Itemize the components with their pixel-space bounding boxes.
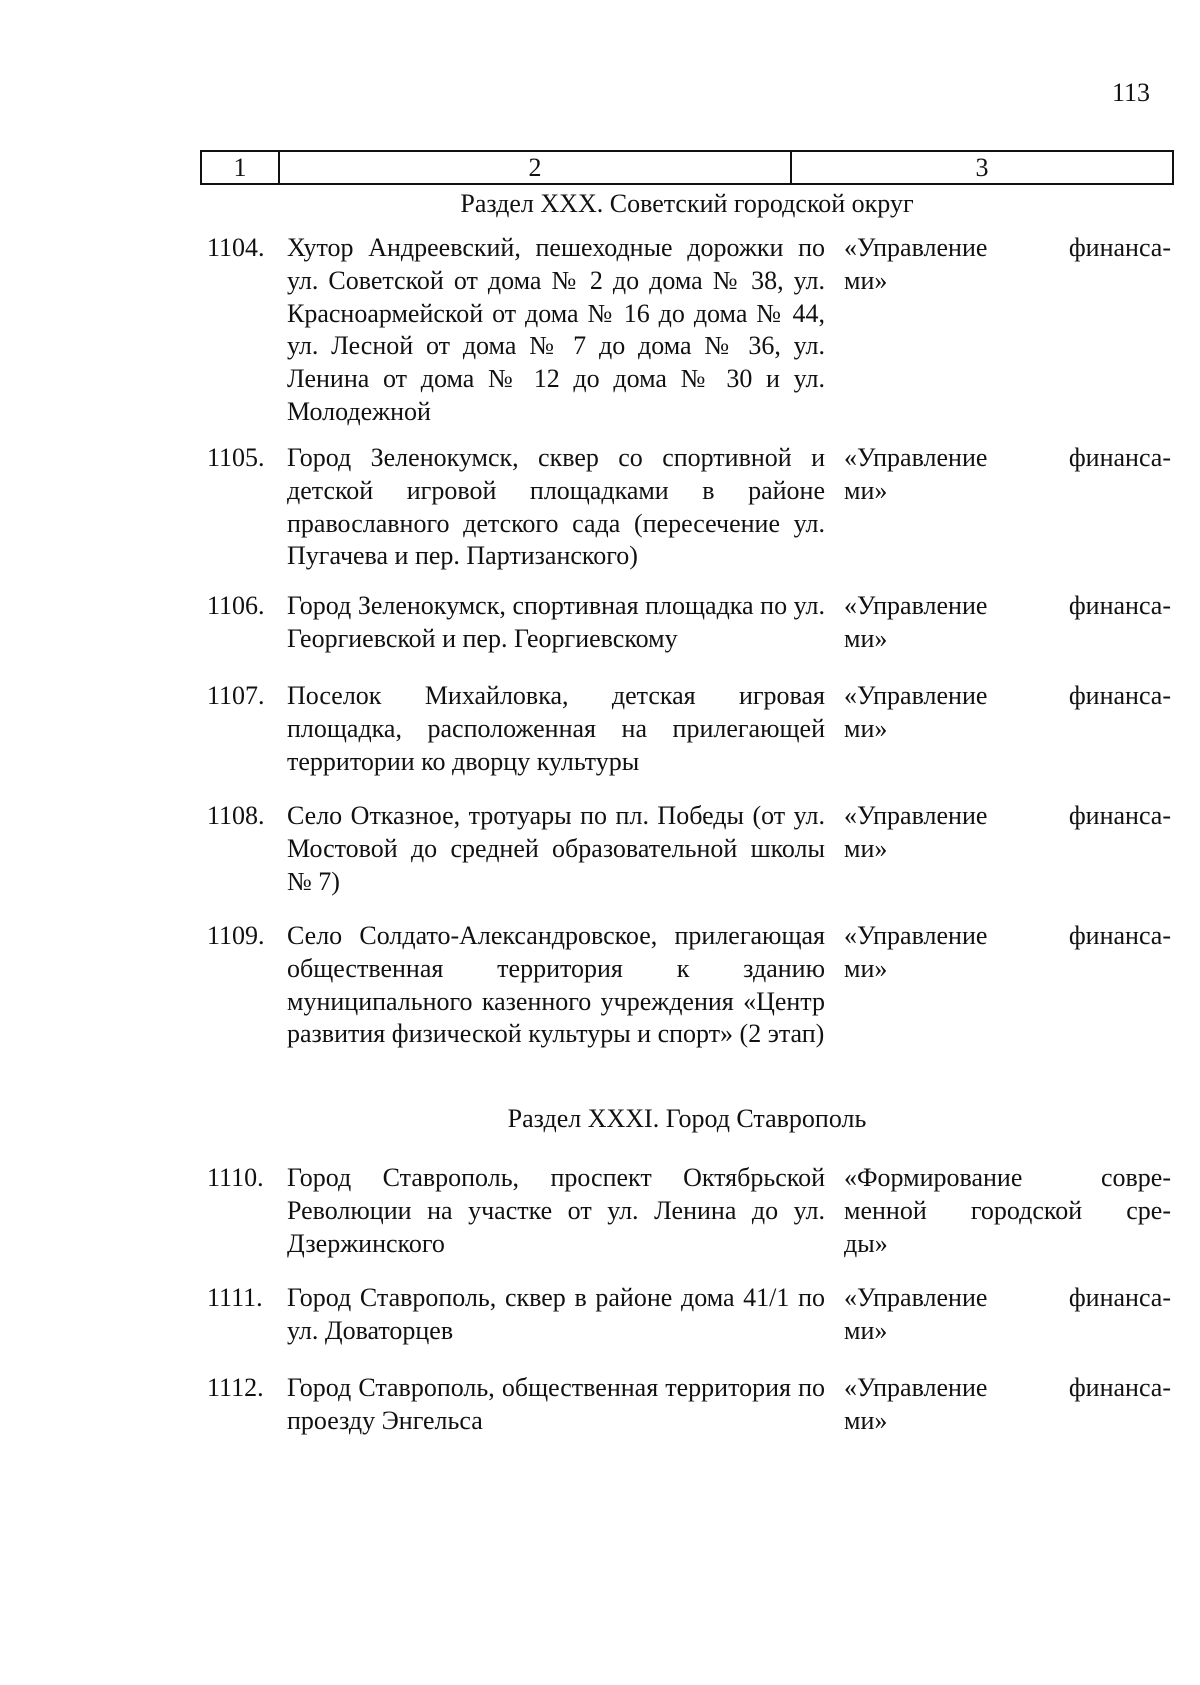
entry-number: 1110. <box>207 1163 264 1192</box>
entry-program <box>844 232 1171 298</box>
entry-program-line: менной городской сре- <box>844 1195 1171 1225</box>
entry-program-line: «Формирование совре- <box>844 1163 1171 1192</box>
entry-program-line: ми» <box>844 475 888 505</box>
column-header-description: 2 <box>279 151 791 184</box>
entry-program <box>844 800 1171 866</box>
entry-number: 1111. <box>207 1283 263 1312</box>
entry-program <box>844 1162 1171 1260</box>
entry-description: Хутор Андреевский, пешеходные дорожки по ул. Советской от дома № 2 до дома № 38, ул. Красноармейской от дома № 16 до дома № 44, ул. Лесной от дома № 7 до дома № 36, ул. Ленина от дома № 12 до дома № 30 и ул. Молодежной <box>287 233 825 426</box>
section-title: Раздел XXX. Советский городской округ <box>460 189 914 218</box>
entry-description: Город Ставрополь, сквер в районе дома 41/1 по ул. Доваторцев <box>287 1283 825 1345</box>
page-number: 113 <box>1111 78 1150 107</box>
entry-program <box>844 1282 1171 1348</box>
entry-program-line: «Управление финанса- <box>844 233 1171 262</box>
entry-number: 1107. <box>207 681 265 710</box>
column-header-row <box>201 151 1173 184</box>
entry-program-line: «Управление финанса- <box>844 443 1171 472</box>
entry-program-line: ми» <box>844 1405 888 1435</box>
entry-number: 1104. <box>207 233 265 262</box>
entry-program <box>844 920 1171 986</box>
entry-number: 1112. <box>207 1373 264 1402</box>
column-header-table <box>200 150 1174 185</box>
entry-program-line: ми» <box>844 713 888 743</box>
entry-program-line: ми» <box>844 953 888 983</box>
entry-description: Город Ставрополь, общественная территория по проезду Энгельса <box>287 1373 825 1435</box>
entry-program <box>844 442 1171 508</box>
entry-description: Село Солдато-Александровское, прилегающая общественная территория к зданию муниципального казенного учреждения «Центр развития физической культуры и спорт» (2 этап) <box>287 921 825 1049</box>
entry-program <box>844 680 1171 746</box>
entry-number: 1105. <box>207 443 265 472</box>
entry-number: 1109. <box>207 921 265 950</box>
entry-description: Город Зеленокумск, сквер со спортивной и детской игровой площадками в районе православного детского сада (пересечение ул. Пугачева и пер. Партизанского) <box>287 443 825 571</box>
entry-program-line: «Управление финанса- <box>844 1373 1171 1402</box>
section-title: Раздел XXXI. Город Ставрополь <box>507 1104 867 1133</box>
entry-program-line: ды» <box>844 1228 888 1258</box>
entry-number: 1108. <box>207 801 265 830</box>
entry-program-line: «Управление финанса- <box>844 681 1171 710</box>
entry-program-line: ми» <box>844 623 888 653</box>
column-header-program: 3 <box>791 151 1173 184</box>
entry-program-line: «Управление финанса- <box>844 591 1171 620</box>
entry-program-line: ми» <box>844 1315 888 1345</box>
entry-program-line: ми» <box>844 265 888 295</box>
entry-program <box>844 590 1171 656</box>
entry-program-line: «Управление финанса- <box>844 801 1171 830</box>
entry-description: Город Зеленокумск, спортивная площадка по ул. Георгиевской и пер. Георгиевскому <box>287 591 825 653</box>
entry-description: Село Отказное, тротуары по пл. Победы (от ул. Мостовой до средней образовательной школы № 7) <box>287 801 825 896</box>
column-header-number: 1 <box>201 151 279 184</box>
entry-program-line: «Управление финанса- <box>844 921 1171 950</box>
entry-program-line: «Управление финанса- <box>844 1283 1171 1312</box>
entry-description: Город Ставрополь, проспект Октябрьской Революции на участке от ул. Ленина до ул. Дзержинского <box>287 1163 825 1258</box>
entry-program <box>844 1372 1171 1438</box>
entry-program-line: ми» <box>844 833 888 863</box>
entry-description: Поселок Михайловка, детская игровая площадка, расположенная на прилегающей территории ко дворцу культуры <box>287 681 825 776</box>
entry-number: 1106. <box>207 591 265 620</box>
